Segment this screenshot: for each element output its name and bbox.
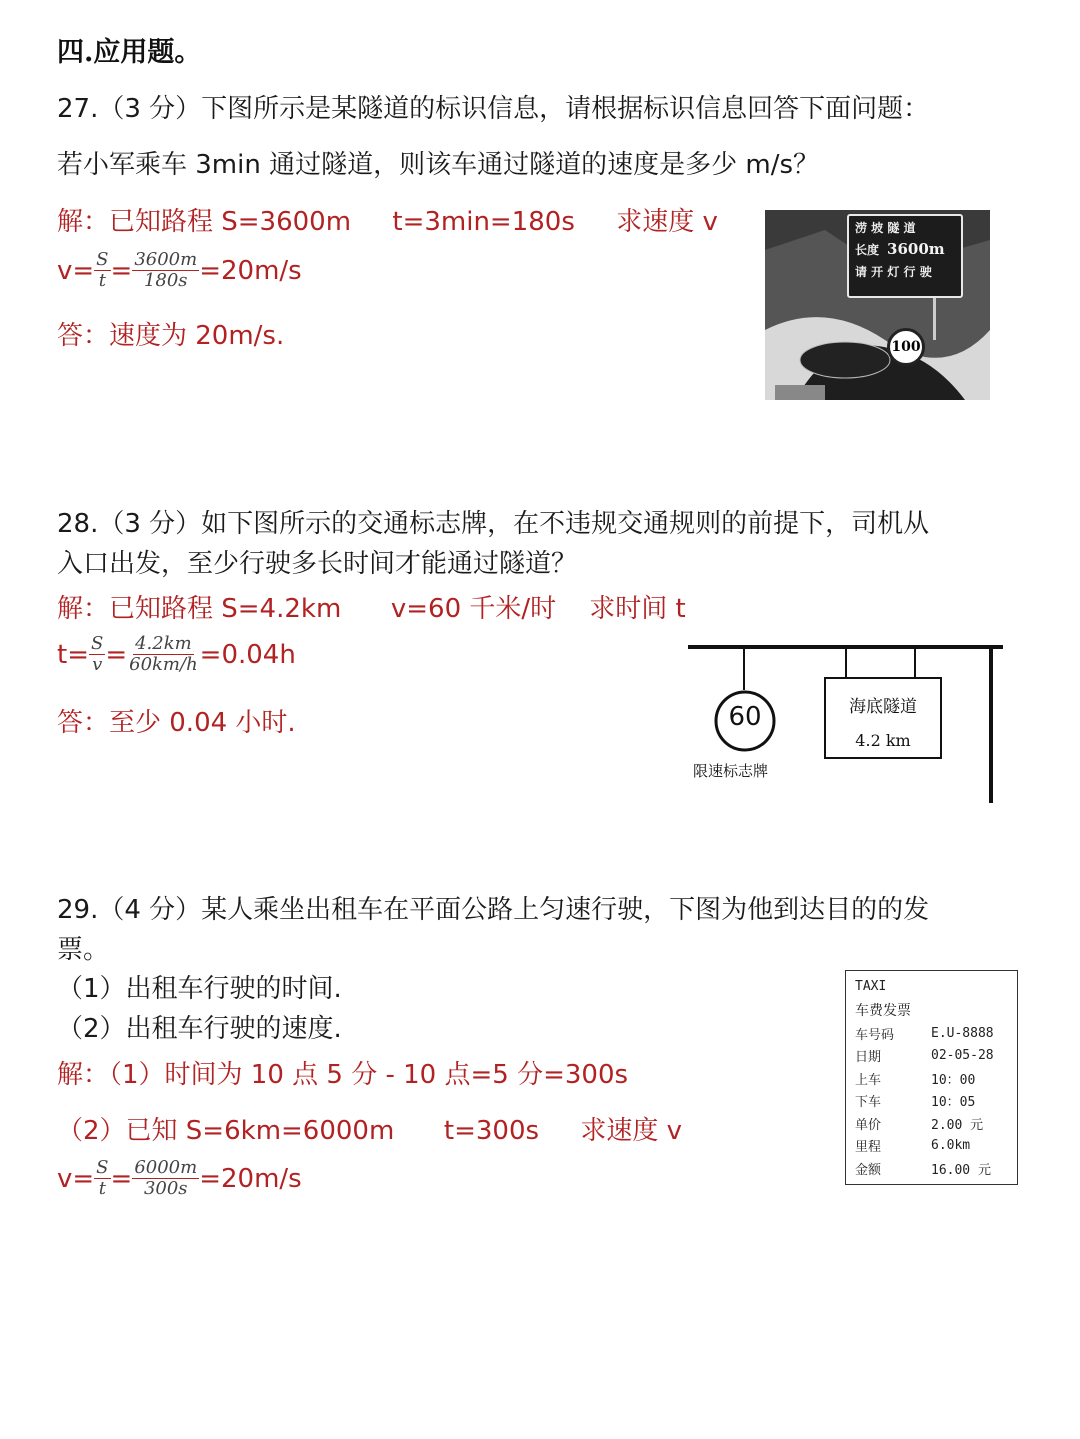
eq-left: v= xyxy=(57,1163,95,1194)
q28-known: 解：已知路程 S=4.2km v=60 千米/时 求时间 t xyxy=(57,594,686,624)
section-title: 四.应用题。 xyxy=(57,37,202,68)
invoice-row-value: 16.00 元 xyxy=(931,1162,991,1178)
q29-line2: 票。 xyxy=(57,935,110,965)
eq-fraction-values xyxy=(132,1158,199,1199)
frac-numerator: 3600m xyxy=(134,249,198,270)
invoice-row-value: 10：05 xyxy=(931,1095,976,1111)
eq-mid: = xyxy=(110,1163,133,1194)
eq-mid: = xyxy=(105,639,128,670)
q27-answer: 答：速度为 20m/s. xyxy=(57,321,285,351)
eq-fraction-symbolic xyxy=(94,250,110,291)
eq-left: v= xyxy=(57,255,95,286)
frac-numerator: 4.2km xyxy=(135,633,192,654)
invoice-row-label: 下车 xyxy=(855,1095,882,1111)
tunnel-name-label: 海底隧道 xyxy=(849,697,917,717)
q27-line2: 若小军乘车 3min 通过隧道，则该车通过隧道的速度是多少 m/s？ xyxy=(57,150,819,180)
frac-denominator: 180s xyxy=(143,270,188,291)
q27-line1: 27.（3 分）下图所示是某隧道的标识信息，请根据标识信息回答下面问题： xyxy=(57,94,930,124)
invoice-row-value: 02-05-28 xyxy=(931,1048,994,1064)
tunnel-length-label: 4.2 km xyxy=(855,731,911,750)
frac-numerator: 6000m xyxy=(134,1157,198,1178)
eq-result: =20m/s xyxy=(199,255,302,286)
eq-fraction-values xyxy=(132,250,199,291)
invoice-row-label: 日期 xyxy=(855,1050,882,1066)
q29-sub2: （2）出租车行驶的速度. xyxy=(57,1014,342,1044)
frac-denominator: t xyxy=(98,1178,106,1199)
q29-sub1: （1）出租车行驶的时间. xyxy=(57,974,342,1004)
invoice-row xyxy=(855,1022,1017,1045)
eq-result: =0.04h xyxy=(199,639,296,670)
q29-line1: 29.（4 分）某人乘坐出租车在平面公路上匀速行驶，下图为他到达目的的发 xyxy=(57,895,930,925)
eq-result: =20m/s xyxy=(199,1163,302,1194)
q28-answer: 答：至少 0.04 小时. xyxy=(57,708,296,738)
frac-numerator: S xyxy=(96,249,109,270)
frac-denominator: 300s xyxy=(143,1178,188,1199)
sign-lights-on: 请 开 灯 行 驶 xyxy=(855,265,932,279)
invoice-rows xyxy=(855,1022,1017,1180)
invoice-row-label: 单价 xyxy=(855,1117,882,1133)
invoice-row-label: 里程 xyxy=(855,1140,882,1156)
q28-line2: 入口出发，至少行驶多长时间才能通过隧道？ xyxy=(57,549,578,579)
tunnel-info-sign xyxy=(847,214,963,298)
invoice-row-label: 金额 xyxy=(855,1162,882,1178)
invoice-row xyxy=(855,1135,1017,1158)
invoice-row xyxy=(855,1067,1017,1090)
frac-denominator: v xyxy=(92,654,103,675)
invoice-row-value: 2.00 元 xyxy=(931,1117,984,1133)
eq-fraction-values xyxy=(127,634,200,675)
eq-fraction-symbolic xyxy=(89,634,105,675)
sign-length-value: 3600m xyxy=(887,240,945,258)
speed-limit-100-sign: 100 xyxy=(887,328,925,366)
invoice-row xyxy=(855,1045,1017,1068)
frac-numerator: S xyxy=(90,633,104,654)
eq-left: t= xyxy=(57,639,89,670)
invoice-row-label: 上车 xyxy=(855,1072,882,1088)
traffic-sign-diagram xyxy=(685,640,1010,810)
sign-tunnel-name: 涝 坡 隧 道 xyxy=(855,221,916,235)
invoice-row-value: E.U-8888 xyxy=(931,1025,994,1041)
invoice-row-label: 车号码 xyxy=(855,1027,895,1043)
invoice-row-value: 10：00 xyxy=(931,1072,976,1088)
taxi-invoice xyxy=(845,970,1018,1185)
tunnel-photo xyxy=(765,210,990,400)
invoice-row-value: 6.0km xyxy=(931,1138,971,1154)
invoice-row xyxy=(855,1157,1017,1180)
q29-ans2: （2）已知 S=6km=6000m t=300s 求速度 v xyxy=(57,1116,683,1146)
speed-limit-caption: 限速标志牌 xyxy=(693,762,769,780)
q28-equation xyxy=(57,634,296,675)
sign-length-label: 长度 xyxy=(855,243,880,257)
q27-equation xyxy=(57,250,302,291)
frac-denominator: 60km/h xyxy=(129,654,198,675)
invoice-row xyxy=(855,1090,1017,1113)
invoice-row xyxy=(855,1112,1017,1135)
eq-mid: = xyxy=(110,255,133,286)
invoice-header-taxi: TAXI xyxy=(855,979,887,994)
speed-limit-60-sign: 60 xyxy=(728,702,762,732)
invoice-header-title: 车费发票 xyxy=(855,1003,911,1019)
eq-fraction-symbolic xyxy=(94,1158,110,1199)
q27-known: 解：已知路程 S=3600m t=3min=180s 求速度 v xyxy=(57,207,718,237)
q28-line1: 28.（3 分）如下图所示的交通标志牌，在不违规交通规则的前提下，司机从 xyxy=(57,509,930,539)
frac-numerator: S xyxy=(96,1157,109,1178)
q29-ans1: 解：（1）时间为 10 点 5 分 - 10 点=5 分=300s xyxy=(57,1060,629,1090)
frac-denominator: t xyxy=(98,270,106,291)
q29-equation xyxy=(57,1158,302,1199)
